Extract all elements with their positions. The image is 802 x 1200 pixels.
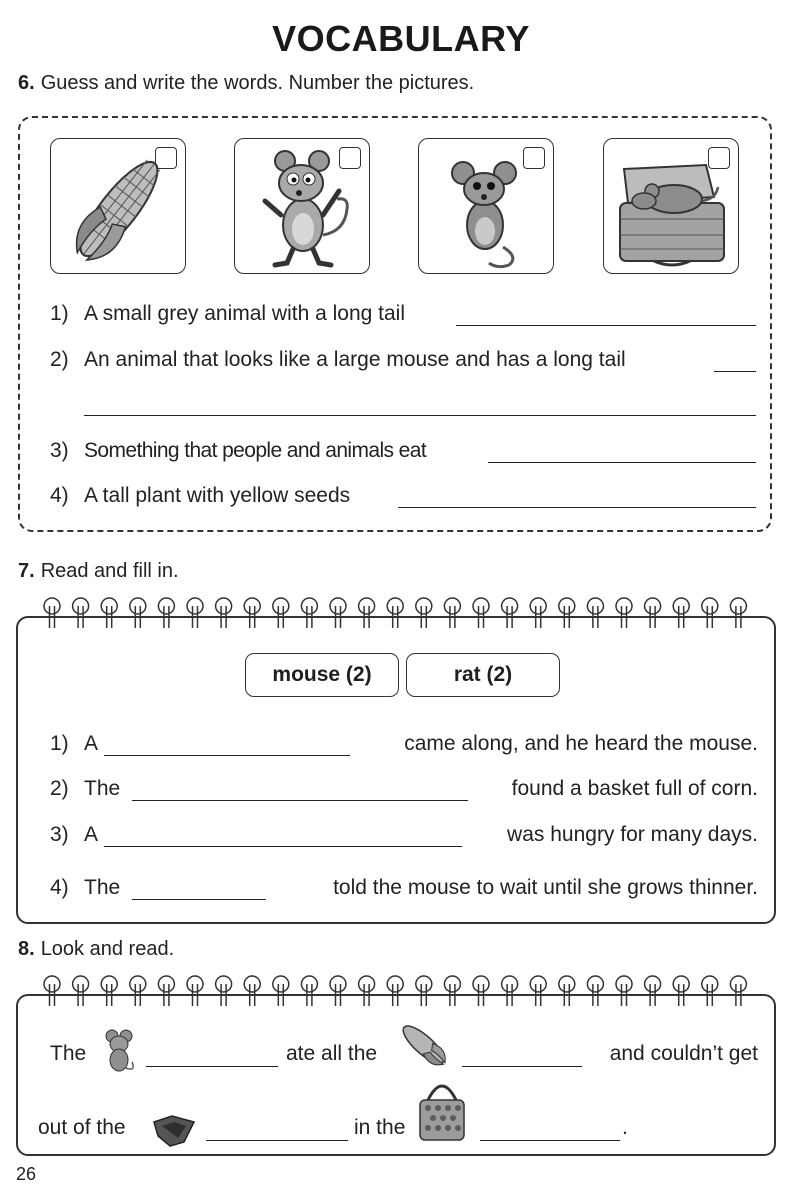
spiral-ring	[44, 976, 60, 1006]
spiral-ring	[359, 976, 375, 1006]
spiral-ring	[702, 976, 718, 1006]
spiral-ring	[158, 598, 174, 628]
sentence-end: told the mouse to wait until she grows thinner.	[333, 876, 758, 899]
sentence-start: The	[84, 777, 121, 800]
question-text: A small grey animal with a long tail	[84, 302, 405, 325]
ex8-heading	[18, 938, 174, 961]
ex6-number: 6.	[18, 72, 35, 94]
rat-cartoon-icon	[235, 139, 371, 275]
spiral-ring	[216, 976, 232, 1006]
answer-blank-continued[interactable]	[84, 415, 756, 416]
fill-blank[interactable]	[132, 899, 266, 900]
question-number: 1)	[50, 302, 69, 325]
ex6-instruction: Guess and write the words. Number the pictures.	[40, 72, 475, 94]
spiral-ring	[616, 598, 632, 628]
spiral-ring	[187, 976, 203, 1006]
spiral-ring	[158, 976, 174, 1006]
ex6-question-1	[0, 302, 802, 328]
spiral-ring	[359, 598, 375, 628]
ex8-instruction: Look and read.	[40, 938, 175, 960]
sentence-start: A	[84, 823, 99, 846]
ex8-number: 8.	[18, 938, 35, 960]
ex8-line-1	[0, 1042, 802, 1070]
sentence-start: A	[84, 732, 99, 755]
page-title: VOCABULARY	[272, 18, 530, 59]
ex7-instruction: Read and fill in.	[40, 560, 179, 582]
spiral-ring	[273, 598, 289, 628]
spiral-ring	[387, 598, 403, 628]
spiral-ring	[73, 976, 89, 1006]
sentence-number: 1)	[50, 732, 69, 755]
sentence-number: 3)	[50, 823, 69, 846]
spiral-ring	[130, 976, 146, 1006]
ex7-sentence-3	[0, 823, 802, 849]
spiral-ring	[730, 598, 746, 628]
word-bank-mouse: mouse (2)	[245, 653, 399, 697]
sentence-number: 2)	[50, 777, 69, 800]
spiral-ring	[559, 976, 575, 1006]
answer-blank[interactable]	[714, 371, 756, 372]
spiral-ring	[330, 598, 346, 628]
answer-blank[interactable]	[456, 325, 756, 326]
fill-blank[interactable]	[132, 800, 468, 801]
question-number: 3)	[50, 439, 69, 462]
spiral-ring	[645, 976, 661, 1006]
spiral-ring	[645, 598, 661, 628]
fill-blank[interactable]	[104, 846, 462, 847]
spiral-ring	[330, 976, 346, 1006]
ex8-line-2	[0, 1116, 802, 1144]
basket-with-rat-icon	[604, 139, 740, 275]
fill-blank[interactable]	[104, 755, 350, 756]
ex6-question-4	[0, 484, 802, 510]
sentence-number: 4)	[50, 876, 69, 899]
spiral-ring	[216, 598, 232, 628]
spiral-ring	[473, 976, 489, 1006]
ex6-question-2	[0, 348, 802, 374]
spiral-ring	[473, 598, 489, 628]
spiral-ring	[301, 598, 317, 628]
answer-blank[interactable]	[398, 507, 756, 508]
spiral-ring	[416, 598, 432, 628]
page-number: 26	[16, 1164, 37, 1184]
notebook-spiral-rings-icon	[40, 974, 760, 1010]
picture-mouse	[418, 138, 554, 274]
sentence-start: The	[84, 876, 121, 899]
text-out-of-the: out of the	[38, 1116, 126, 1139]
spiral-ring	[444, 976, 460, 1006]
fill-blank[interactable]	[206, 1140, 348, 1141]
word-bank-rat: rat (2)	[406, 653, 560, 697]
spiral-ring	[587, 976, 603, 1006]
mouse-icon	[419, 139, 555, 275]
spiral-ring	[130, 598, 146, 628]
sentence-end: was hungry for many days.	[507, 823, 758, 846]
text-in-the: in the	[354, 1116, 406, 1139]
question-text: An animal that looks like a large mouse and has a long tail	[84, 348, 626, 371]
fill-blank[interactable]	[146, 1066, 278, 1067]
text-ate-all-the: ate all the	[286, 1042, 378, 1065]
basket-icon	[416, 1074, 468, 1144]
mouse-icon	[102, 1028, 138, 1074]
spiral-ring	[559, 598, 575, 628]
sentence-end: came along, and he heard the mouse.	[404, 732, 758, 755]
spiral-ring	[301, 976, 317, 1006]
corn-cob-icon	[394, 1020, 456, 1072]
spiral-ring	[444, 598, 460, 628]
fill-blank[interactable]	[462, 1066, 582, 1067]
spiral-ring	[416, 976, 432, 1006]
spiral-ring	[502, 976, 518, 1006]
spiral-ring	[387, 976, 403, 1006]
spiral-ring	[530, 598, 546, 628]
spiral-ring	[187, 598, 203, 628]
question-text: A tall plant with yellow seeds	[84, 484, 351, 507]
question-number: 2)	[50, 348, 69, 371]
spiral-ring	[587, 598, 603, 628]
spiral-ring	[101, 976, 117, 1006]
ex7-heading	[18, 560, 179, 583]
spiral-ring	[101, 598, 117, 628]
spiral-ring	[244, 976, 260, 1006]
text-the: The	[50, 1042, 87, 1065]
spiral-ring	[730, 976, 746, 1006]
spiral-ring	[702, 598, 718, 628]
ex7-number: 7.	[18, 560, 35, 582]
answer-blank[interactable]	[488, 462, 756, 463]
ex7-sentence-4	[0, 876, 802, 902]
ex6-heading	[18, 72, 474, 95]
picture-rat	[234, 138, 370, 274]
spiral-ring	[616, 976, 632, 1006]
fill-blank[interactable]	[480, 1140, 620, 1141]
text-and-couldnt-get: and couldn’t get	[609, 1042, 758, 1065]
spiral-ring	[502, 598, 518, 628]
question-text: Something that people and animals eat	[84, 439, 427, 462]
spiral-ring	[273, 976, 289, 1006]
ex7-sentence-2	[0, 777, 802, 803]
ex7-sentence-1	[0, 732, 802, 758]
hole-icon	[150, 1112, 198, 1148]
sentence-end: found a basket full of corn.	[511, 777, 758, 800]
spiral-ring	[73, 598, 89, 628]
spiral-ring	[673, 598, 689, 628]
spiral-ring	[530, 976, 546, 1006]
notebook-spiral-rings-icon	[40, 596, 760, 632]
corn-cob-icon	[51, 139, 187, 275]
spiral-ring	[244, 598, 260, 628]
picture-basket	[603, 138, 739, 274]
ex6-question-3	[0, 439, 802, 465]
picture-corn	[50, 138, 186, 274]
text-period: .	[622, 1116, 628, 1139]
question-number: 4)	[50, 484, 69, 507]
spiral-ring	[44, 598, 60, 628]
spiral-ring	[673, 976, 689, 1006]
